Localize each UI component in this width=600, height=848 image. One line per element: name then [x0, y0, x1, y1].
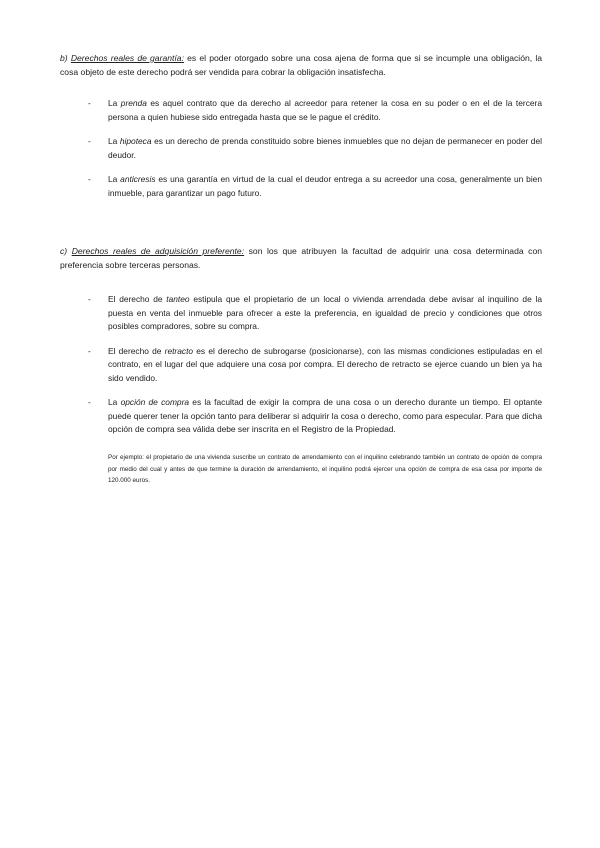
list-dash: - — [88, 345, 91, 356]
list-item-tanteo — [88, 293, 542, 334]
section-b-intro — [60, 52, 542, 79]
list-dash: - — [88, 136, 91, 146]
list-item-opcion-compra — [88, 396, 542, 437]
item-pre: El derecho de — [108, 345, 165, 356]
item-post: es la facultad de exigir la compra de una cosa o un derecho durante un tiempo. El optante puede querer tener la opción tanto para deliberar si adquirir la cosa o derecho, como para especular. Para que dicha opción de compra sea válida debe ser inscrita en el Registro de la Propiedad. — [108, 397, 542, 434]
item-pre: La — [108, 136, 120, 146]
example-note: Por ejemplo: el propietario de una vivienda suscribe un contrato de arrendamiento con el inquilino celebrando también un contrato de opción de compra por medio del cual y antes de que termine la duración de arrendamiento, el inquilino podrá ejercer una opción de compra de esa casa por importe de 120.000 euros. — [108, 454, 542, 484]
section-c-list — [88, 293, 542, 437]
section-c-heading: Derechos reales de adquisición preferente: — [71, 246, 245, 256]
list-item-prenda — [88, 97, 542, 124]
item-post: es una garantía en virtud de la cual el deudor entrega a su acreedor una cosa, generalmente un bien inmueble, para garantizar un pago futuro. — [108, 174, 542, 198]
term-anticresis: anticresis — [120, 174, 156, 184]
item-pre: La — [108, 174, 121, 184]
section-b-list — [88, 97, 542, 200]
list-item-hipoteca — [88, 135, 542, 162]
section-c-prefix: c) — [60, 246, 72, 256]
section-c-intro — [60, 245, 542, 272]
item-post: estipula que el propietario de un local o vivienda arrendada debe avisar al inquilino de la puesta en venta del inmueble para ofrecer a este la preferencia, en igualdad de precio y condiciones que otros posibles compradores, sobre su compra. — [108, 294, 542, 331]
item-pre: El derecho de — [108, 294, 167, 304]
list-dash: - — [88, 294, 91, 304]
list-dash: - — [88, 98, 91, 108]
item-pre: La — [108, 98, 121, 108]
item-post: es el derecho de subrogarse (posicionarse), con las mismas condiciones estipuladas en el contrato, en el lugar del que adquiere una cosa por compra. El derecho de retracto se ejerce cuando un bien ya ha sido vendido. — [108, 345, 542, 383]
term-hipoteca: hipoteca — [119, 136, 152, 146]
section-b-heading: Derechos reales de garantía: — [70, 53, 184, 63]
list-item-retracto — [88, 345, 542, 386]
item-post: es un derecho de prenda constituido sobre bienes inmuebles que no dejan de permanecer en poder del deudor. — [108, 136, 542, 160]
list-dash: - — [88, 397, 91, 407]
term-prenda: prenda — [120, 98, 147, 108]
term-tanteo: tanteo — [166, 294, 190, 304]
section-b-prefix: b) — [60, 53, 71, 63]
section-c-text: son los que atribuyen la facultad de adquirir una cosa determinada con preferencia sobre terceras personas. — [60, 246, 543, 270]
term-retracto: retracto — [164, 345, 194, 356]
section-b-text: es el poder otorgado sobre una cosa ajena de forma que si se incumple una obligación, la cosa objeto de este derecho podrá ser vendida para cobrar la obligación insatisfecha. — [60, 53, 543, 77]
term-opcion-compra: opción de compra — [120, 397, 190, 407]
list-item-anticresis — [88, 173, 542, 200]
item-post: es aquel contrato que da derecho al acreedor para retener la cosa en su poder o en el de la tercera persona a quien hubiese sido entregada hasta que se le pague el crédito. — [108, 98, 542, 122]
list-dash: - — [88, 174, 91, 184]
item-pre: La — [108, 397, 121, 407]
